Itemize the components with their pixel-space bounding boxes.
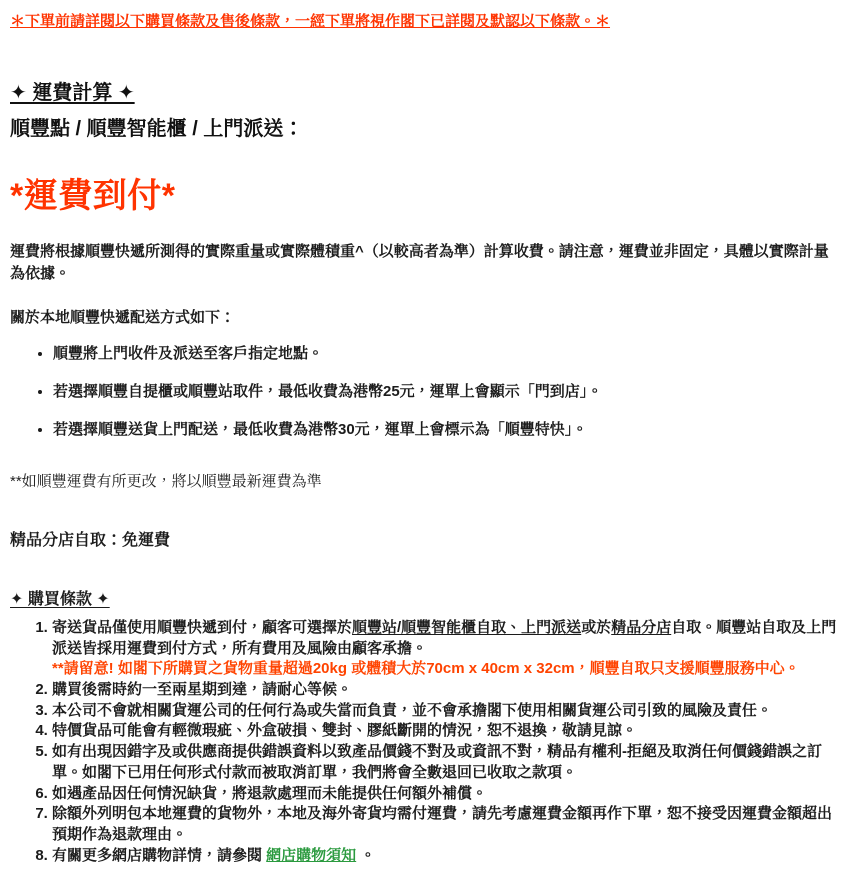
boutique-store-emphasis: 精品分店: [611, 619, 672, 636]
weight-size-warning: **請留意! 如閣下所購買之貨物重量超過20kg 或體積大於70cm x 40cm x 32cm，順豐自取只支援順豐服務中心。: [52, 660, 800, 678]
term-item-1-text: 自取。順豐站自取及上門派送皆採用運費到付方式，所有費用及風險由顧客承擔。: [52, 619, 837, 657]
term-item: 5. 如有出現因錯字及或供應商提供錯誤資料以致產品價錢不對及或資訊不對，精品有權利-拒絕及取消任何價錢錯誤之訂單。如閣下已用任何形式付款而被取消訂單，我們將會全數退回已收取之款項。: [52, 742, 843, 783]
term-item-1: [52, 618, 843, 680]
term-item: 3. 本公司不會就相關貨運公司的任何行為或失當而負責，並不會承擔閣下使用相關貨運公司引致的風險及責任。: [52, 701, 843, 722]
term-item: 7. 除額外列明包本地運費的貨物外，本地及海外寄貨均需付運費，請先考慮運費金額再作下單，恕不接受因運費金額超出預期作為退款理由。: [52, 804, 843, 845]
shipping-fee-paragraph: 運費將根據順豐快遞所測得的實際重量或實際體積重^（以較高者為準）計算收費。請注意，運費並非固定，具體以實際計量為依據。: [10, 242, 829, 282]
term-item: 6. 如遇產品因任何情況缺貨，將退款處理而未能提供任何額外補償。: [52, 784, 843, 805]
term-item: 4. 特價貨品可能會有輕微瑕疵、外盒破損、雙封、膠紙斷開的情況，恕不退換，敬請見諒。: [52, 721, 843, 742]
list-item: • 若選擇順豐自提櫃或順豐站取件，最低收費為港幣25元，運單上會顯示「門到店」。: [53, 381, 843, 402]
term-item-8-text: 有關更多網店購物詳情，請參閱: [52, 846, 267, 864]
term-item-1-text: 寄送貨品僅使用順豐快遞到付，顧客可選擇於: [52, 619, 353, 636]
term-item-8: [52, 846, 843, 867]
term-item: 2. 購買後需時約一至兩星期到達，請耐心等候。: [52, 680, 843, 701]
delivery-methods-list: [10, 343, 843, 440]
term-item-1-text: 或於: [581, 619, 612, 636]
shipping-section-heading: ✦ 運費計算 ✦: [10, 81, 135, 104]
store-pickup-free-note: 精品分店自取：免運費: [10, 532, 171, 549]
shipping-methods-subheading: 順豐點 / 順豐智能櫃 / 上門派送：: [10, 117, 304, 140]
list-item: • 若選擇順豐送貨上門配送，最低收費為港幣30元，運單上會標示為「順豐特快」。: [53, 419, 843, 440]
pickup-options-emphasis: 順豐站/順豐智能櫃自取、上門派送: [352, 619, 582, 636]
list-item: • 順豐將上門收件及派送至客戶指定地點。: [53, 343, 843, 364]
purchase-terms-heading: ✦ 購買條款 ✦: [10, 591, 110, 608]
term-item-8-text: 。: [356, 846, 376, 864]
purchase-terms-list: [10, 618, 843, 866]
online-shopping-notice-link[interactable]: 網店購物須知: [266, 846, 357, 864]
top-notice: ＊下單前請詳閱以下購買條款及售後條款，一經下單將視作閣下已詳閱及默認以下條款。＊: [10, 13, 611, 30]
fee-change-note: **如順豐運費有所更改，將以順豐最新運費為準: [10, 473, 322, 490]
delivery-methods-intro: 關於本地順豐快遞配送方式如下：: [10, 308, 236, 326]
freight-collect-title: *運費到付*: [10, 176, 176, 215]
